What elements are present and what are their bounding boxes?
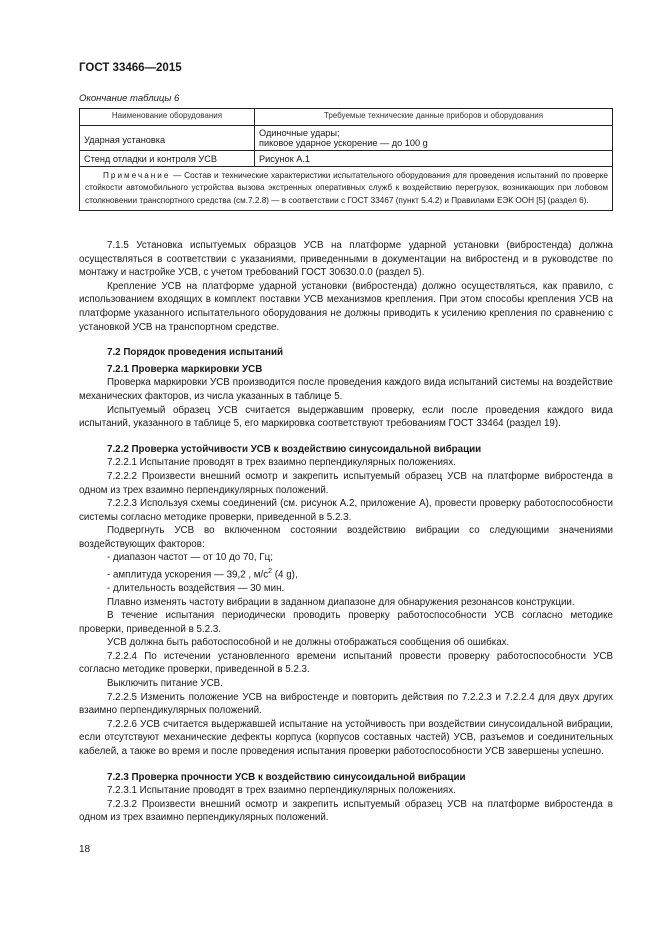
- paragraph: 7.2.2.1 Испытание проводят в трех взаимно перпендикулярных положениях.: [107, 457, 456, 469]
- list-item-text: (4 g),: [272, 569, 298, 581]
- table-header-cell: Требуемые технические данные приборов и оборудования: [255, 109, 613, 126]
- list-item: [79, 565, 613, 582]
- paragraph: 7.2.2.2 Произвести внешний осмотр и закрепить испытуемый образец УСВ на платформе вибростенда в одном из трех взаимно перпендикулярных положений.: [79, 470, 613, 496]
- subsection-heading: 7.2.1 Проверка маркировки УСВ: [107, 363, 263, 375]
- table-cell-line: Одиночные удары;: [259, 128, 340, 138]
- paragraph: Плавно изменять частоту вибрации в заданном диапазоне для обнаружения резонансов конструкции.: [107, 596, 575, 608]
- page-number: 18: [79, 844, 91, 855]
- paragraph: УСВ должна быть работоспособной и не должны отображаться сообщения об ошибках.: [107, 637, 510, 649]
- paragraph: 7.2.3.2 Произвести внешний осмотр и закрепить испытуемый образец УСВ на платформе вибростенда в одном из трех взаимно перпендикулярных положений.: [79, 798, 613, 824]
- table-cell: [255, 126, 613, 151]
- table-caption: Окончание таблицы 6: [79, 93, 180, 104]
- paragraph: Выключить питание УСВ.: [107, 678, 223, 690]
- equipment-table: [79, 108, 613, 211]
- subsection-heading: 7.2.3 Проверка прочности УСВ к воздействию синусоидальной вибрации: [107, 771, 466, 783]
- table-row: [80, 126, 613, 151]
- note-text: — Состав и технические характеристики испытательного оборудования для проведения испытаний по проверке стойкости автомобильного устройства вызова экстренных оперативных служб к воздействию перегрузок, возникающих при лобовом столкновении транспортного средства (см.7.2.8) — в соответствии с ГОСТ 33467 (пункт 5.4.2) и Правилами ЕЭК ООН [5] (раздел 6).: [85, 171, 608, 205]
- table-cell: Стенд отладки и контроля УСВ: [80, 151, 255, 167]
- table-note: [80, 167, 613, 211]
- paragraph: Подвергнуть УСВ во включенном состоянии воздействию вибрации со следующими значениями воздействующих факторов:: [79, 525, 613, 550]
- table-cell-line: пиковое ударное ускорение — до 100 g: [259, 138, 428, 148]
- paragraph: Проверка маркировки УСВ производится после проведения каждого вида испытаний системы на воздействие механических факторов, из числа указанных в таблице 5.: [79, 377, 613, 402]
- paragraph: 7.2.2.4 По истечении установленного времени испытаний провести проверку работоспособности УСВ согласно методике проверки, приведенной в 5.2.3.: [79, 650, 613, 676]
- paragraph: 7.2.3.1 Испытание проводят в трех взаимно перпендикулярных положениях.: [107, 785, 456, 797]
- paragraph: В течение испытания периодически проводить проверку работоспособности УСВ согласно методике проверки, приведенной в 5.2.3.: [79, 610, 613, 635]
- paragraph: Крепление УСВ на платформе ударной установки (вибростенда) должно осуществляться, как правило, с использованием входящих в комплект поставки УСВ механизмов крепления. При этом способы крепления УСВ на платформе указанного испытательного оборудования не должны приводить к усилению крепления по сравнению с установкой УСВ на транспортном средстве.: [79, 280, 613, 333]
- section-heading: 7.2 Порядок проведения испытаний: [107, 347, 284, 359]
- paragraph: Испытуемый образец УСВ считается выдержавшим проверку, если после проведения каждого вида испытаний, указанного в таблице 5, его маркировка соответствуют требованиям ГОСТ 33464 (раздел 19).: [79, 404, 613, 430]
- list-item: - длительность воздействия — 30 мин.: [107, 582, 285, 594]
- note-label: Примечание: [103, 171, 171, 180]
- table-cell: Рисунок А.1: [255, 151, 613, 167]
- superscript: 2: [268, 568, 273, 576]
- paragraph: 7.1.5 Установка испытуемых образцов УСВ на платформе ударной установки (вибростенда) должна осуществляться в соответствии с указаниями, приведенными в документации на вибростенд и в руководстве по монтажу и настройке УСВ, с учетом требований ГОСТ 30630.0.0 (раздел 5).: [79, 240, 613, 279]
- paragraph: 7.2.2.3 Используя схемы соединений (см. рисунок А.2, приложение А), провести проверку работоспособности системы согласно методике проверки, приведенной в 5.2.3.: [79, 498, 613, 523]
- table-cell: Ударная установка: [80, 126, 255, 151]
- table-header-cell: Наименование оборудования: [80, 109, 255, 126]
- table-row: [80, 151, 613, 167]
- list-item-text: - амплитуда ускорения — 39,2 , м/с: [107, 569, 269, 581]
- subsection-heading: 7.2.2 Проверка устойчивости УСВ к воздействию синусоидальной вибрации: [107, 443, 482, 455]
- document-body: [79, 239, 613, 825]
- list-item: - диапазон частот — от 10 до 70, Гц;: [107, 552, 273, 564]
- table-note-row: [80, 167, 613, 211]
- paragraph: 7.2.2.6 УСВ считается выдержавшей испытание на устойчивость при воздействии синусоидальной вибрации, если отсутствуют механические дефекты корпуса (корпусов составных частей) УСВ, разъемов и соединительных кабелей, а также во время и после проведения испытания проверки работоспособности УСВ завершены успешно.: [79, 718, 613, 758]
- document-header: ГОСТ 33466—2015: [79, 62, 182, 74]
- table-header-row: [80, 109, 613, 126]
- paragraph: 7.2.2.5 Изменить положение УСВ на вибростенде и повторить действия по 7.2.2.3 и 7.2.2.4 для двух других взаимно перпендикулярных положений.: [79, 691, 613, 717]
